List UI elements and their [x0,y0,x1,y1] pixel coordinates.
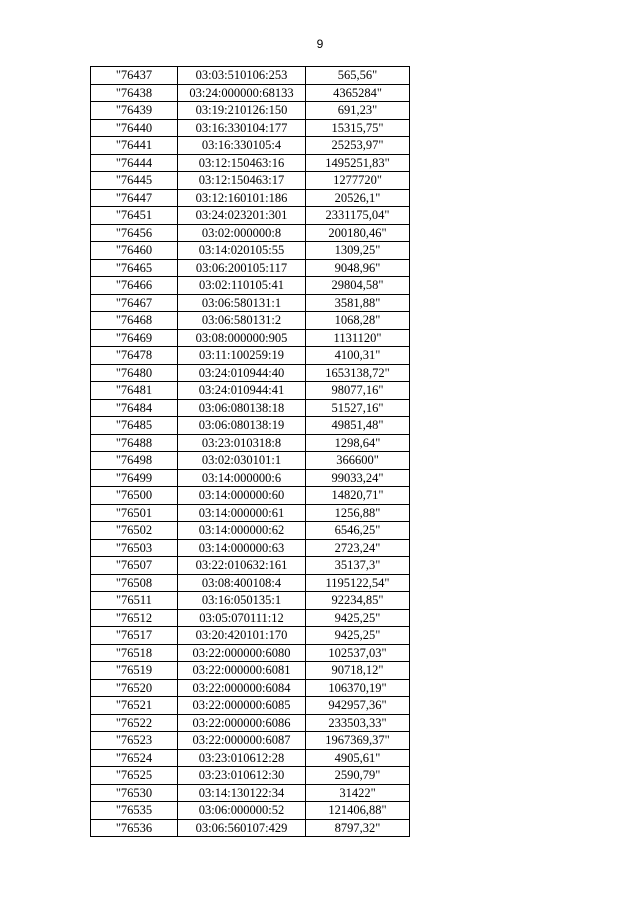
row-id-cell: "76512 [91,609,178,627]
amount-cell: 92234,85" [306,592,410,610]
cadastral-number-cell: 03:06:000000:52 [178,802,306,820]
cadastral-number-cell: 03:22:000000:6080 [178,644,306,662]
table-row [91,329,410,347]
row-id-cell: "76468 [91,312,178,330]
row-id-cell: "76484 [91,399,178,417]
row-id-cell: "76502 [91,522,178,540]
amount-cell: 1068,28" [306,312,410,330]
table-row [91,504,410,522]
amount-cell: 15315,75" [306,119,410,137]
amount-cell: 121406,88" [306,802,410,820]
table-row [91,207,410,225]
table-row [91,574,410,592]
row-id-cell: "76519 [91,662,178,680]
table-row [91,487,410,505]
data-table [90,66,410,837]
cadastral-number-cell: 03:03:510106:253 [178,67,306,85]
amount-cell: 200180,46" [306,224,410,242]
table-row [91,294,410,312]
cadastral-number-cell: 03:06:580131:1 [178,294,306,312]
cadastral-number-cell: 03:24:000000:68133 [178,84,306,102]
cadastral-number-cell: 03:12:150463:16 [178,154,306,172]
amount-cell: 1131120" [306,329,410,347]
table-row [91,732,410,750]
cadastral-number-cell: 03:23:010318:8 [178,434,306,452]
row-id-cell: "76485 [91,417,178,435]
amount-cell: 2331175,04" [306,207,410,225]
cadastral-number-cell: 03:14:000000:63 [178,539,306,557]
table-row [91,382,410,400]
page-number: 9 [316,37,324,51]
row-id-cell: "76499 [91,469,178,487]
row-id-cell: "76520 [91,679,178,697]
cadastral-number-cell: 03:16:330105:4 [178,137,306,155]
table-row [91,714,410,732]
table-row [91,119,410,137]
table-row [91,84,410,102]
cadastral-number-cell: 03:22:010632:161 [178,557,306,575]
table-row [91,469,410,487]
cadastral-number-cell: 03:06:560107:429 [178,819,306,837]
row-id-cell: "76444 [91,154,178,172]
amount-cell: 1653138,72" [306,364,410,382]
cadastral-number-cell: 03:02:030101:1 [178,452,306,470]
cadastral-number-cell: 03:22:000000:6084 [178,679,306,697]
table-row [91,662,410,680]
row-id-cell: "76466 [91,277,178,295]
row-id-cell: "76503 [91,539,178,557]
amount-cell: 31422" [306,784,410,802]
table-row [91,627,410,645]
amount-cell: 1277720" [306,172,410,190]
row-id-cell: "76451 [91,207,178,225]
cadastral-number-cell: 03:22:000000:6085 [178,697,306,715]
row-id-cell: "76445 [91,172,178,190]
row-id-cell: "76467 [91,294,178,312]
amount-cell: 25253,97" [306,137,410,155]
amount-cell: 1298,64" [306,434,410,452]
row-id-cell: "76501 [91,504,178,522]
cadastral-number-cell: 03:16:050135:1 [178,592,306,610]
row-id-cell: "76488 [91,434,178,452]
amount-cell: 29804,58" [306,277,410,295]
cadastral-number-cell: 03:08:400108:4 [178,574,306,592]
row-id-cell: "76507 [91,557,178,575]
row-id-cell: "76478 [91,347,178,365]
amount-cell: 1967369,37" [306,732,410,750]
table-row [91,434,410,452]
table-row [91,189,410,207]
row-id-cell: "76439 [91,102,178,120]
table-row [91,102,410,120]
table-row [91,609,410,627]
cadastral-number-cell: 03:06:200105:117 [178,259,306,277]
amount-cell: 9425,25" [306,609,410,627]
row-id-cell: "76480 [91,364,178,382]
row-id-cell: "76525 [91,767,178,785]
amount-cell: 8797,32" [306,819,410,837]
amount-cell: 2723,24" [306,539,410,557]
amount-cell: 233503,33" [306,714,410,732]
table-row [91,644,410,662]
cadastral-number-cell: 03:22:000000:6087 [178,732,306,750]
amount-cell: 3581,88" [306,294,410,312]
cadastral-number-cell: 03:20:420101:170 [178,627,306,645]
table-row [91,767,410,785]
table-row [91,452,410,470]
row-id-cell: "76536 [91,819,178,837]
cadastral-number-cell: 03:11:100259:19 [178,347,306,365]
amount-cell: 1256,88" [306,504,410,522]
row-id-cell: "76535 [91,802,178,820]
table-row [91,819,410,837]
table-row [91,697,410,715]
row-id-cell: "76481 [91,382,178,400]
table-row [91,749,410,767]
amount-cell: 1495251,83" [306,154,410,172]
cadastral-number-cell: 03:06:580131:2 [178,312,306,330]
table-row [91,137,410,155]
amount-cell: 4100,31" [306,347,410,365]
cadastral-number-cell: 03:14:000000:60 [178,487,306,505]
row-id-cell: "76518 [91,644,178,662]
cadastral-number-cell: 03:24:010944:40 [178,364,306,382]
cadastral-number-cell: 03:14:020105:55 [178,242,306,260]
row-id-cell: "76508 [91,574,178,592]
cadastral-number-cell: 03:22:000000:6086 [178,714,306,732]
amount-cell: 942957,36" [306,697,410,715]
amount-cell: 1195122,54" [306,574,410,592]
cadastral-number-cell: 03:24:023201:301 [178,207,306,225]
cadastral-number-cell: 03:22:000000:6081 [178,662,306,680]
cadastral-number-cell: 03:14:130122:34 [178,784,306,802]
cadastral-number-cell: 03:24:010944:41 [178,382,306,400]
row-id-cell: "76521 [91,697,178,715]
row-id-cell: "76441 [91,137,178,155]
amount-cell: 1309,25" [306,242,410,260]
row-id-cell: "76469 [91,329,178,347]
row-id-cell: "76530 [91,784,178,802]
amount-cell: 9425,25" [306,627,410,645]
amount-cell: 102537,03" [306,644,410,662]
table-row [91,347,410,365]
row-id-cell: "76523 [91,732,178,750]
table-row [91,259,410,277]
cadastral-number-cell: 03:16:330104:177 [178,119,306,137]
cadastral-number-cell: 03:14:000000:62 [178,522,306,540]
amount-cell: 106370,19" [306,679,410,697]
amount-cell: 6546,25" [306,522,410,540]
row-id-cell: "76498 [91,452,178,470]
amount-cell: 4905,61" [306,749,410,767]
amount-cell: 14820,71" [306,487,410,505]
row-id-cell: "76522 [91,714,178,732]
amount-cell: 49851,48" [306,417,410,435]
row-id-cell: "76524 [91,749,178,767]
row-id-cell: "76438 [91,84,178,102]
table-row [91,172,410,190]
table-row [91,67,410,85]
row-id-cell: "76465 [91,259,178,277]
table-row [91,399,410,417]
table-row [91,312,410,330]
table-row [91,557,410,575]
cadastral-number-cell: 03:12:150463:17 [178,172,306,190]
row-id-cell: "76440 [91,119,178,137]
row-id-cell: "76437 [91,67,178,85]
cadastral-number-cell: 03:14:000000:61 [178,504,306,522]
table-row [91,784,410,802]
cadastral-number-cell: 03:02:110105:41 [178,277,306,295]
amount-cell: 51527,16" [306,399,410,417]
amount-cell: 98077,16" [306,382,410,400]
table-body [91,67,410,837]
cadastral-number-cell: 03:12:160101:186 [178,189,306,207]
table-row [91,539,410,557]
amount-cell: 9048,96" [306,259,410,277]
cadastral-number-cell: 03:08:000000:905 [178,329,306,347]
table-row [91,679,410,697]
table-row [91,242,410,260]
amount-cell: 2590,79" [306,767,410,785]
cadastral-number-cell: 03:06:080138:19 [178,417,306,435]
cadastral-number-cell: 03:23:010612:28 [178,749,306,767]
row-id-cell: "76456 [91,224,178,242]
amount-cell: 691,23" [306,102,410,120]
amount-cell: 35137,3" [306,557,410,575]
row-id-cell: "76460 [91,242,178,260]
table-row [91,224,410,242]
table-row [91,154,410,172]
cadastral-number-cell: 03:02:000000:8 [178,224,306,242]
row-id-cell: "76500 [91,487,178,505]
table-row [91,802,410,820]
cadastral-number-cell: 03:19:210126:150 [178,102,306,120]
cadastral-number-cell: 03:06:080138:18 [178,399,306,417]
row-id-cell: "76511 [91,592,178,610]
amount-cell: 90718,12" [306,662,410,680]
table-row [91,417,410,435]
row-id-cell: "76447 [91,189,178,207]
table-row [91,364,410,382]
amount-cell: 99033,24" [306,469,410,487]
cadastral-number-cell: 03:14:000000:6 [178,469,306,487]
amount-cell: 565,56" [306,67,410,85]
table-row [91,277,410,295]
amount-cell: 20526,1" [306,189,410,207]
cadastral-number-cell: 03:05:070111:12 [178,609,306,627]
amount-cell: 366600" [306,452,410,470]
row-id-cell: "76517 [91,627,178,645]
table-row [91,592,410,610]
table-row [91,522,410,540]
cadastral-number-cell: 03:23:010612:30 [178,767,306,785]
amount-cell: 4365284" [306,84,410,102]
